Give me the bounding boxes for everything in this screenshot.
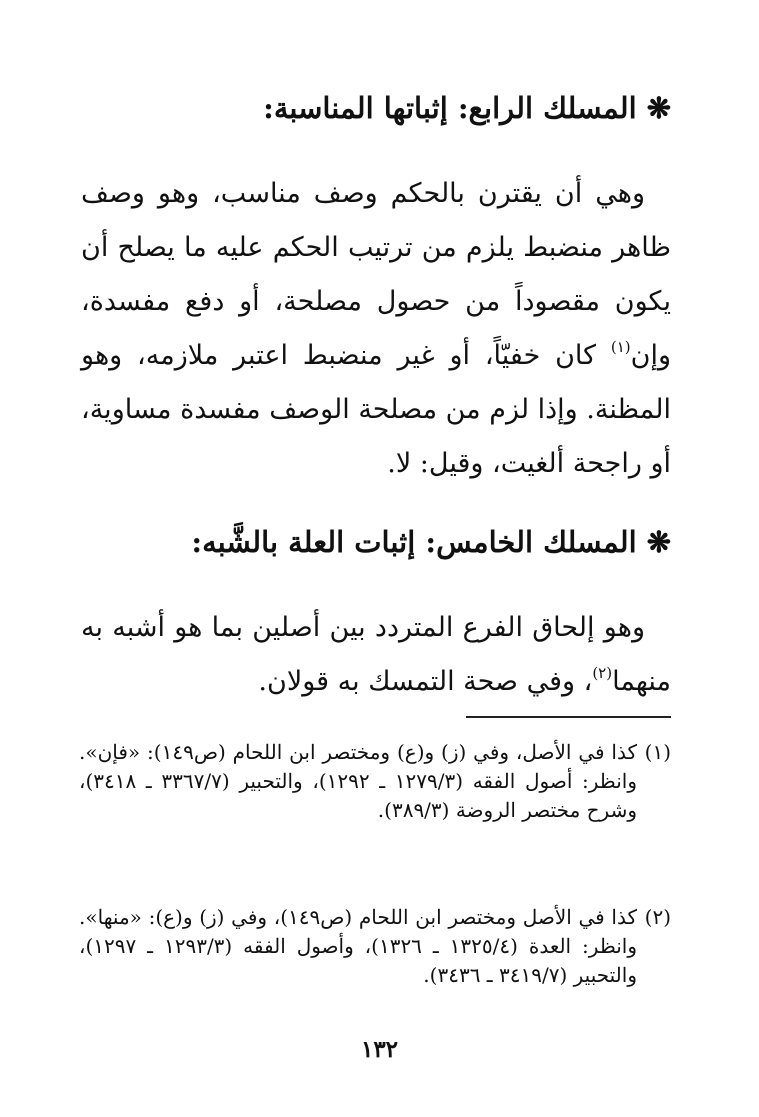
section-heading-fifth-path <box>81 522 671 562</box>
footnote-text: كذا في الأصل ومختصر ابن اللحام (ص١٤٩)، وفي (ز) و(ع): «منها». وانظر: العدة (١٣٢٥/٤ ـ ١٣٢٦)، وأصول الفقه (١٢٩٣/٣ ـ ١٢٩٧)، والتحبير (٣٤١٩/٧ ـ ٣٤٣٦). <box>79 905 638 987</box>
section-paragraph <box>81 601 671 709</box>
paragraph-text: وهي أن يقترن بالحكم وصف مناسب، وهو وصف ظاهر منضبط يلزم من ترتيب الحكم عليه ما يصلح أن يكون مقصوداً من حصول مصلحة، أو دفع مفسدة، وإن <box>81 178 671 371</box>
paragraph-text: كان خفيّاً، أو غير منضبط اعتبر ملازمه، وهو المظنة. وإذا لزم من مصلحة الوصف مفسدة مساوية، أو راجحة ألغيت، وقيل: لا. <box>80 340 671 479</box>
asterisk-icon: ❋ <box>646 525 671 559</box>
footnote-reference[interactable]: (١) <box>610 338 631 356</box>
section-title: المسلك الرابع: إثباتها المناسبة: <box>263 91 637 125</box>
section-heading-fourth-path <box>81 88 671 128</box>
footnote-separator <box>466 716 671 718</box>
footnote-number: (٢) <box>644 905 671 929</box>
footnote-reference[interactable]: (٢) <box>592 664 613 682</box>
footnote-number: (١) <box>644 740 671 764</box>
footnote <box>79 738 671 825</box>
asterisk-icon: ❋ <box>646 91 671 125</box>
paragraph-text: ، وفي صحة التمسك به قولان. <box>258 666 593 697</box>
paragraph-text: وهو إلحاق الفرع المتردد بين أصلين بما هو أشبه به منهما <box>81 612 671 697</box>
footnote-text: كذا في الأصل، وفي (ز) و(ع) ومختصر ابن اللحام (ص١٤٩): «فإن». وانظر: أصول الفقه (١٢٧٩/٣ ـ ١٢٩٢)، والتحبير (٣٣٦٧/٧ ـ ٣٤١٨)، وشرح مختصر الروضة (٣٨٩/٣). <box>79 740 637 822</box>
section-title: المسلك الخامس: إثبات العلة بالشَّبه: <box>191 525 637 559</box>
section-paragraph <box>81 167 671 491</box>
page-number: ١٣٢ <box>360 1036 399 1063</box>
footnote <box>79 903 671 990</box>
